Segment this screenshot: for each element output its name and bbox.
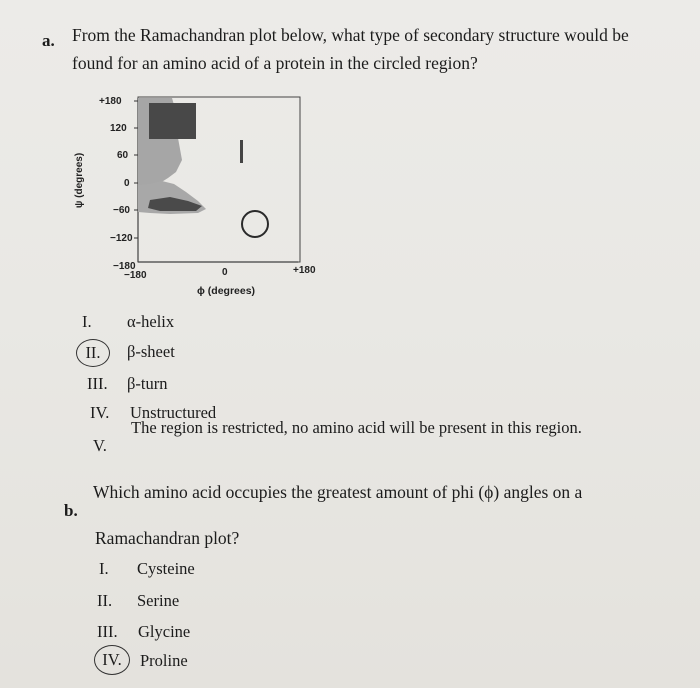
option-b-3-number: III.	[97, 622, 118, 641]
option-b-2-number: II.	[97, 591, 113, 610]
option-b-4-text: Proline	[140, 651, 188, 670]
question-b-text-line1: Which amino acid occupies the greatest amount of phi (ϕ) angles on a	[93, 482, 583, 502]
option-a-2-circle[interactable]	[76, 339, 110, 367]
x-axis-label: ϕ (degrees)	[197, 285, 256, 297]
option-a-2-text: β-sheet	[127, 342, 175, 361]
option-b-4-number: IV.	[102, 650, 122, 669]
y-tick-label: −60	[113, 205, 130, 216]
option-b-1-text: Cysteine	[137, 559, 195, 578]
beta-region-dark	[149, 103, 196, 139]
left-handed-helix-region	[240, 140, 243, 163]
option-a-4-number: IV.	[90, 403, 110, 422]
option-b-3-text: Glycine	[138, 622, 191, 641]
ramachandran-plot	[0, 0, 700, 310]
option-a-1-text: α-helix	[127, 312, 175, 331]
option-b-1-number: I.	[99, 559, 109, 578]
y-tick-label: 120	[110, 123, 127, 134]
question-a-label: a.	[42, 31, 55, 50]
question-b-text-line2: Ramachandran plot?	[95, 528, 240, 548]
option-a-2-number: II.	[85, 343, 101, 362]
y-tick-label: −120	[110, 233, 133, 244]
question-b-label: b.	[64, 501, 78, 520]
circled-region	[242, 211, 268, 237]
option-a-3-text: β-turn	[127, 374, 168, 393]
y-tick-label: −180	[113, 261, 136, 272]
option-a-4-text: Unstructured	[130, 403, 217, 422]
y-tick-label: 60	[117, 150, 129, 161]
y-tick-label: +180	[99, 96, 122, 107]
option-b-4-circle[interactable]	[94, 645, 130, 675]
question-a-text-line2: found for an amino acid of a protein in the circled region?	[72, 53, 478, 73]
option-a-5-text: The region is restricted, no amino acid will be present in this region.	[131, 418, 582, 437]
option-b-2-text: Serine	[137, 591, 180, 610]
y-tick-label: 0	[124, 178, 130, 189]
x-tick-label: −180	[124, 270, 147, 281]
option-a-3-number: III.	[87, 374, 108, 393]
x-tick-label: 0	[222, 267, 228, 278]
y-axis-label: ψ (degrees)	[74, 152, 86, 209]
option-a-5-number: V.	[93, 436, 107, 455]
option-a-1-number: I.	[82, 312, 92, 331]
question-a-text-line1: From the Ramachandran plot below, what type of secondary structure would be	[72, 25, 629, 45]
x-tick-label: +180	[293, 265, 316, 276]
